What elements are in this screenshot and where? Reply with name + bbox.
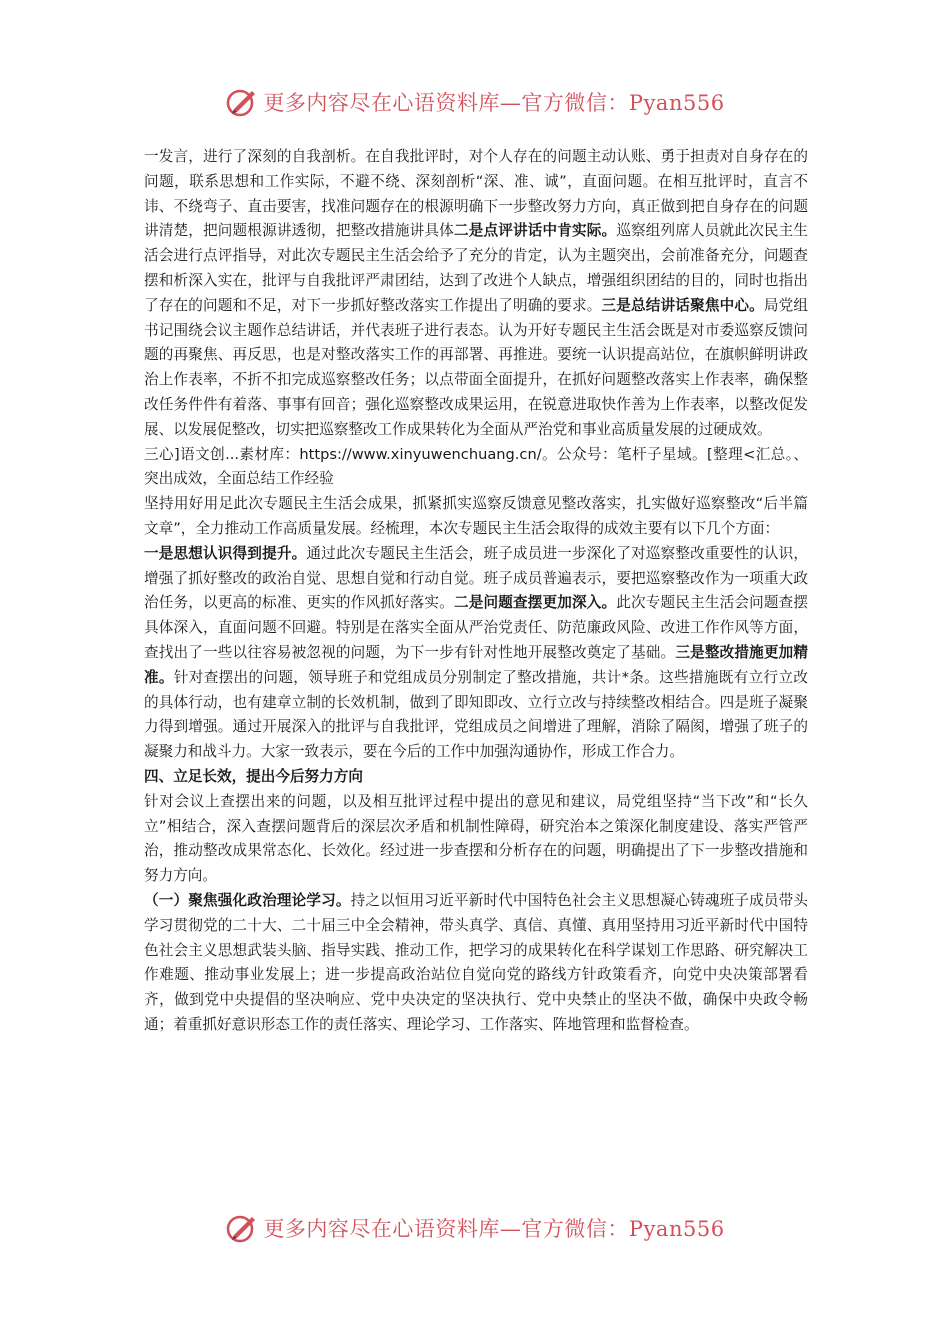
bold-lead: 三是整改措施更加精准。 [144,643,808,686]
para-text: 坚持用好用足此次专题民主生活会成果，抓紧抓实巡察反馈意见整改落实，扎实做好巡察整改“后半篇文章”，全力推动工作高质量发展。经梳理，本次专题民主生活会取得的成效主要有以下几个方面： [144,495,808,537]
paragraph-results [144,542,808,765]
para-text: 一发言，进行了深刻的自我剖析。在自我批评时，对个人存在的问题主动认账、勇于担责对自身存在的问题，联系思想和工作实际，不避不绕、深刻剖析“深、准、诚”，直面问题。在相互批评时，直言不讳、不绕弯子、直击要害，找准问题存在的根源明确下一步整改努力方向，真正做到把自身存在的问题讲清楚，把问题根源讲透彻，把整改措施讲具体 [144,148,808,240]
footer-banner [0,1206,950,1250]
section-heading-text: 四、立足长效，提出今后努力方向 [144,767,363,785]
para-text: 巡察组列席人员就此次民主生活会进行点评指导，对此次专题民主生活会给予了充分的肯定，认为主题突出，会前准备充分，问题查摆和析深入实在，批评与自我批评严肃团结，达到了改进个人缺点，增强组织团结的目的，同时也指出了存在的问题和不足，对下一步抓好整改落实工作提出了明确的要求。 [144,222,808,314]
paragraph-results-intro [144,492,808,542]
para-text: 三心]语文创...素材库：https://www.xinyuwenchuang.cn/。公众号：笔杆子星域。[整理<汇总。、突出成效，全面总结工作经验 [144,445,808,488]
bold-lead: 一是思想认识得到提升。 [144,544,307,562]
document-body [144,145,808,1038]
para-text: 此次专题民主生活会问题查摆具体深入，直面问题不回避。特别是在落实全面从严治党责任、防范廉政风险、改进工作作风等方面，查找出了一些以往容易被忽视的问题，为下一步有针对性地开展整改奠定了基础。 [144,594,808,661]
bold-lead: （一）聚焦强化政治理论学习。 [144,891,351,909]
paragraph-direction [144,790,808,889]
header-banner [0,80,950,124]
pen-logo-icon [225,1211,259,1245]
bold-lead: 二是问题查摆更加深入。 [453,594,617,612]
para-text: 针对会议上查摆出来的问题，以及相互批评过程中提出的意见和建议，局党组坚持“当下改”和“长久立”相结合，深入查摆问题背后的深层次矛盾和机制性障碍，研究治本之策深化制度建设、落实严管严治，推动整改成果常态化、长效化。经过进一步查摆和分析存在的问题，明确提出了下一步整改措施和努力方向。 [144,792,808,885]
para-text: 针对查摆出的问题，领导班子和党组成员分别制定了整改措施，共计*条。这些措施既有立行立改的具体行动，也有建章立制的长效机制，做到了即知即改、立行立改与持续整改相结合。四是班子凝聚力得到增强。通过开展深入的批评与自我批评，党组成员之间增进了理解，消除了隔阂，增强了班子的凝聚力和战斗力。大家一致表示，要在今后的工作中加强沟通协作，形成工作合力。 [144,668,808,761]
para-text: 通过此次专题民主生活会，班子成员进一步深化了对巡察整改重要性的认识，增强了抓好整改的政治自觉、思想自觉和行动自觉。班子成员普遍表示，要把巡察整改作为一项重大政治任务，以更高的标准、更实的作风抓好落实。 [144,544,808,612]
bold-lead: 二是点评讲话中肯实际。 [453,222,617,240]
section-heading-4 [144,765,808,790]
footer-banner-text: 更多内容尽在心语资料库—官方微信：Pyan556 [263,1217,725,1241]
pen-logo-icon [225,85,259,119]
header-banner-text: 更多内容尽在心语资料库—官方微信：Pyan556 [263,91,725,115]
para-text: 持之以恒用习近平新时代中国特色社会主义思想凝心铸魂班子成员带头学习贯彻党的二十大、二十届三中全会精神，带头真学、真信、真懂、真用坚持用习近平新时代中国特色社会主义思想武装头脑、指导实践、推动工作，把学习的成果转化在科学谋划工作思路、研究解决工作难题、推动事业发展上；进一步提高政治站位自觉向党的路线方针政策看齐，向党中央决策部署看齐，做到党中央提倡的坚决响应、党中央决定的坚决执行、党中央禁止的坚决不做，确保中央政令畅通；着重抓好意识形态工作的责任落实、理论学习、工作落实、阵地管理和监督检查。 [144,891,808,1033]
bold-lead: 三是总结讲话聚焦中心。 [601,296,764,314]
paragraph-political-study [144,889,808,1038]
para-text: 局党组书记围绕会议主题作总结讲话，并代表班子进行表态。认为开好专题民主生活会既是对市委巡察反馈问题的再聚焦、再反思，也是对整改落实工作的再部署、再推进。要统一认识提高站位，在旗帜鲜明讲政治上作表率，不折不扣完成巡察整改任务；以点带面全面提升，在抓好问题整改落实上作表率，确保整改任务件件有着落、事事有回音；强化巡察整改成果运用，在锐意进取快作善为上作表率，以整改促发展、以发展促整改，切实把巡察整改工作成果转化为全面从严治党和事业高质量发展的过硬成效。 [144,296,808,438]
paragraph-source-note [144,443,808,493]
paragraph-meeting-review [144,145,808,443]
